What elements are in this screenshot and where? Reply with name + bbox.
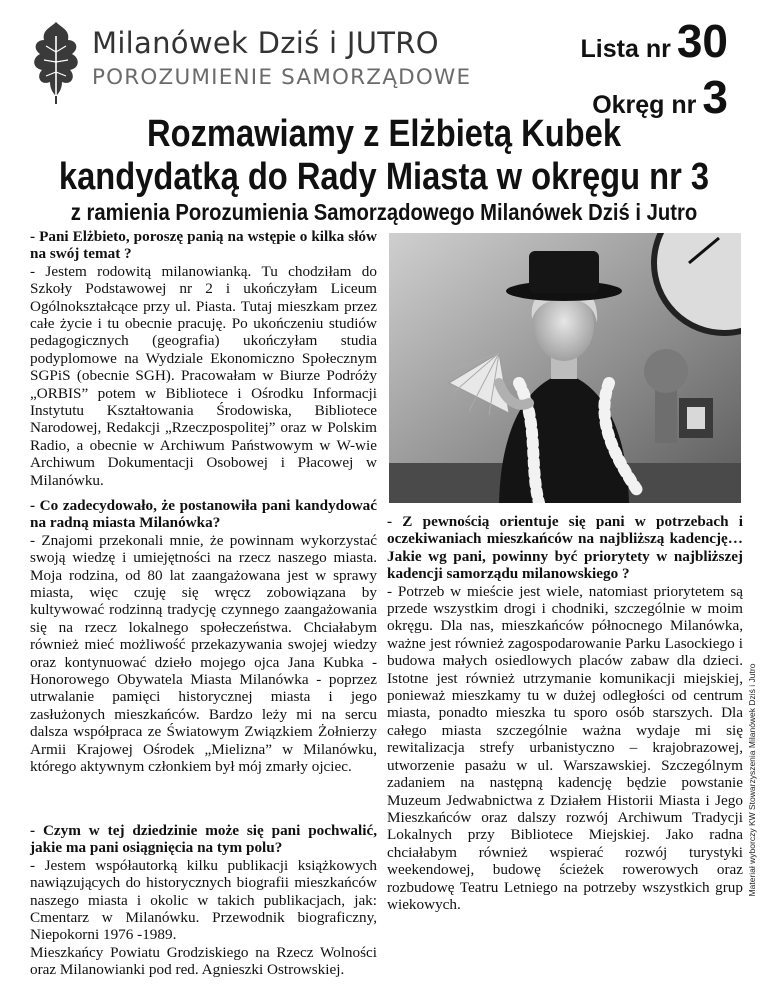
list-number [581,14,728,68]
district-label: Okręg nr [592,91,697,119]
oak-leaf-logo [28,18,84,106]
answer-1: - Jestem rodowitą milanowianką. Tu chodziłam do Szkoły Podstawowej nr 2 i ukończyłam Liceum Ogólnokształcące przy ul. Piasta. Tutaj mieszkam przez całe życie i tu obecnie pracuję. Po ukończeniu studiów pedagogicznych (geografia) ukończyłam studia podyplomowe na Wydziale Ekonomiczno Społecznym SGPiS (obecnie SGH). Pracowałam w Biurze Podróży „ORBIS” potem w Bibliotece i Ośrodku Informacji Instytutu Kształtowania Środowiska, Bibliotece Narodowej, Redakcji „Rzeczpospolitej” oraz w Polskim Radio, a obecnie w Archiwum Państwowym w W-wie Archiwum Dokumentacji Osobowej i Płacowej w Milanówku. [30,262,377,489]
campaign-material-note [744,570,760,990]
headline-line-3: z ramienia Porozumienia Samorządowego Milanówek Dziś i Jutro [70,199,698,225]
interview-block-4 [387,513,743,913]
answer-4: - Potrzeb w mieście jest wiele, natomiast priorytetem są przede wszystkim drogi i chodniki, szczególnie w moim okręgu. Dla nas, mieszkańców północnego Milanówka, ważne jest również zagospodarowanie Parku Lasockiego i budowa małych osiedlowych placów zabaw dla dzieci. Istotne jest również utrzymanie komunikacji miejskiej, ponieważ mieszkamy tu w dużej odległości od centrum miasta, ponadto mieszka tu sporo osób starszych. Dla całego miasta szczególnie ważna wydaje mi się rewitalizacja strefy urbanistyczno – krajobrazowej, utworzenie pasażu w ul. Warszawskiej. Szczególnym zadaniem na następną kadencję będzie powstanie Muzeum Jedwabnictwa z Działem Historii Miasta i Jego Mieszkańców oraz dalszy rozwój Archiwum Tradycji Lokalnych przy Bibliotece Miejskiej. Jako radna chciałabym również wspierać rozwój turystyki weekendowej, budowę ścieżek rowerowych oraz rozbudowę Teatru Letniego na potrzeby wszystkich grup wiekowych. [387,582,743,913]
question-4: - Z pewnością orientuje się pani w potrzebach i oczekiwaniach mieszkańców na najbliższą kadencję… Jakie wg pani, powinny być priorytety w najbliższej kadencji samorządu milanowskiego ? [387,513,743,583]
interview-block-1 [30,228,377,489]
headline-line-1: Rozmawiamy z Elżbietą Kubek [147,113,621,155]
question-2: - Co zadecydowało, że postanowiła pani kandydować na radną miasta Milanówka? [30,497,377,532]
answer-3-continued: Mieszkańcy Powiatu Grodziskiego na Rzecz Wolności oraz Milanowianki pod red. Agnieszki Ostrowskiej. [30,943,377,979]
answer-3: - Jestem współautorką kilku publikacji książkowych nawiązujących do historycznych biografii mieszkańców naszego miasta i okolic w takich publikacjach, jak: Cmentarz w Milanówku. Przewodnik biograficzny, Niepokorni 1976 -1989. [30,856,377,944]
headline-line-2: kandydatką do Rady Miasta w okręgu nr 3 [58,156,710,198]
question-3: - Czym w tej dziedzinie może się pani pochwalić, jakie ma pani osiągnięcia na tym polu? [30,822,377,857]
brand-subtitle: POROZUMIENIE SAMORZĄDOWE [92,65,472,90]
interview-block-2 [30,497,377,776]
question-1: - Pani Elżbieto, poroszę panią na wstępie o kilka słów na swój temat ? [30,228,377,263]
interview-block-3 [30,822,377,979]
district-number-value: 3 [702,71,728,123]
candidate-photo [389,233,741,503]
answer-2: - Znajomi przekonali mnie, że powinnam wykorzystać swoją wiedzę i umiejętności na rzecz naszego miasta. Moja rodzina, od 80 lat zaangażowana jest w sprawy miasta, więc czuję się wręcz zobowiązana by kultywować rodzinną tradycję czynnego zaangażowania się na rzecz lokalnego społeczeństwa. Chciałabym również mieć możliwość przekazywania swojej wiedzy oraz kontynuować dzieło mojego ojca Jana Kubka - Honorowego Obywatela Miasta Milanówka - poprzez utrwalanie pamięci historycznej miasta i jego zasłużonych mieszkańców. Bardzo leży mi na sercu dalsza współpraca ze Światowym Związkiem Żołnierzy Armii Krajowej Ośrodek „Mielizna” w Milanówku, którego aktywnym członkiem był mój zmarły ojciec. [30,531,377,776]
brand-title: Milanówek Dziś i JUTRO [92,26,439,60]
list-label: Lista nr [580,35,671,63]
campaign-material-note-text: Materiał wyborczy KW Stowarzyszenia Milanówek Dziś i Jutro [747,663,757,897]
list-number-value: 30 [676,15,728,67]
